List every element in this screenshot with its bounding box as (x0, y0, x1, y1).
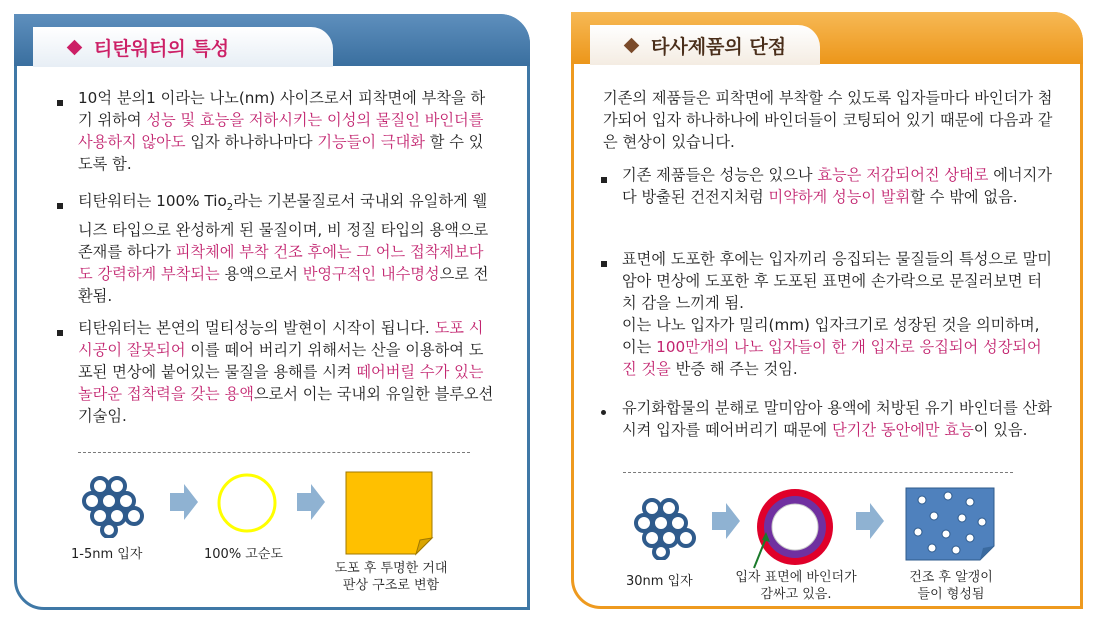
nanoparticle-cluster-icon (632, 498, 702, 560)
pure-ring-icon (216, 472, 278, 534)
intro-paragraph: 기존의 제품들은 피착면에 부착할 수 있도록 입자들마다 바인더가 첨가되어 입자 하나하나에 바인더들이 코팅되어 있기 때문에 다음과 같은 현상이 있습니다. (603, 89, 1053, 151)
square-bullet-icon (57, 100, 63, 106)
round-bullet-icon (601, 410, 606, 415)
panel-title-box (590, 25, 820, 65)
arrow-right-icon (856, 503, 884, 539)
panel-title-box (33, 27, 333, 67)
nanoparticle-cluster-icon (80, 476, 150, 538)
binder-coated-particle-icon (752, 484, 838, 570)
right-bullet-2: 표면에 도포한 후에는 입자끼리 응집되는 물질들의 특성으로 말미암아 면상에 도포한 후 도포된 표면에 손가락으로 문질러보면 터치 감을 느끼게 됨. 이는 나노 입자가 밀리(mm) 입자크기로 성장된 것을 의미하며, 이는 100만개의 나노 입자들이 한 개 입자로 응집되어 성장되어진 것을 반증 해 주는 것임. (622, 250, 1052, 378)
divider (78, 452, 470, 453)
square-bullet-icon (601, 261, 607, 267)
panel-title: 티탄워터의 특성 (94, 37, 230, 60)
caption-purity: 100% 고순도 (204, 547, 283, 562)
arrow-right-icon (297, 484, 325, 520)
caption-plate: 도포 후 투명한 거대 판상 구조로 변함 (334, 561, 448, 593)
right-bullet-3: 유기화합물의 분해로 말미암아 용액에 처방된 유기 바인더를 산화시켜 입자를 떼어버리기 때문에 단기간 동안에만 효능이 있음. (622, 399, 1052, 439)
caption-binder: 입자 표면에 바인더가 감싸고 있음. (735, 570, 857, 602)
diamond-bullet-icon (624, 37, 640, 53)
aggregated-cake-icon (904, 486, 996, 562)
plate-structure-icon (342, 468, 436, 556)
square-bullet-icon (601, 177, 607, 183)
caption-particles: 1-5nm 입자 (71, 547, 143, 562)
divider (623, 472, 1013, 473)
arrow-right-icon (712, 503, 740, 539)
arrow-right-icon (170, 484, 198, 520)
right-bullet-1: 기존 제품들은 성능은 있으나 효능은 저감되어진 상태로 에너지가 다 방출된 건전지처럼 미약하게 성능이 발휘할 수 밖에 없음. (622, 166, 1052, 206)
caption-cake: 건조 후 알갱이 들이 형성됨 (909, 570, 993, 602)
panel-title: 타사제품의 단점 (651, 35, 787, 58)
left-bullet-2: 티탄워터는 100% Tio$_2$라는 기본물질로서 국내외 유일하게 웰니즈 타입으로 완성하게 된 물질이며, 비 정질 타입의 용액으로 존재를 하다가 피착체에 부착 건조 후에는 그 어느 접착제보다도 강력하게 부착되는 용액으로서 반영구적인 내수명성으로 전환됨. (78, 192, 489, 306)
left-bullet-3: 티탄워터는 본연의 멀티성능의 발현이 시작이 됩니다. 도포 시 시공이 잘못되어 이를 떼어 버리기 위해서는 산을 이용하여 도포된 면상에 붙어있는 물질을 용해를 시켜 떼어버릴 수가 있는 놀라운 접착력을 갖는 용액으로서 이는 국내외 유일한 블루오션 기술임. (78, 319, 494, 425)
left-bullet-1: 10억 분의1 이라는 나노(nm) 사이즈로서 피착면에 부착을 하기 위하여 성능 및 효능을 저하시키는 이성의 물질인 바인더를 사용하지 않아도 입자 하나하나마다 기능들이 극대화 할 수 있도록 함. (78, 89, 486, 173)
caption-particles: 30nm 입자 (626, 574, 693, 589)
square-bullet-icon (57, 203, 63, 209)
square-bullet-icon (57, 330, 63, 336)
diamond-bullet-icon (67, 39, 83, 55)
